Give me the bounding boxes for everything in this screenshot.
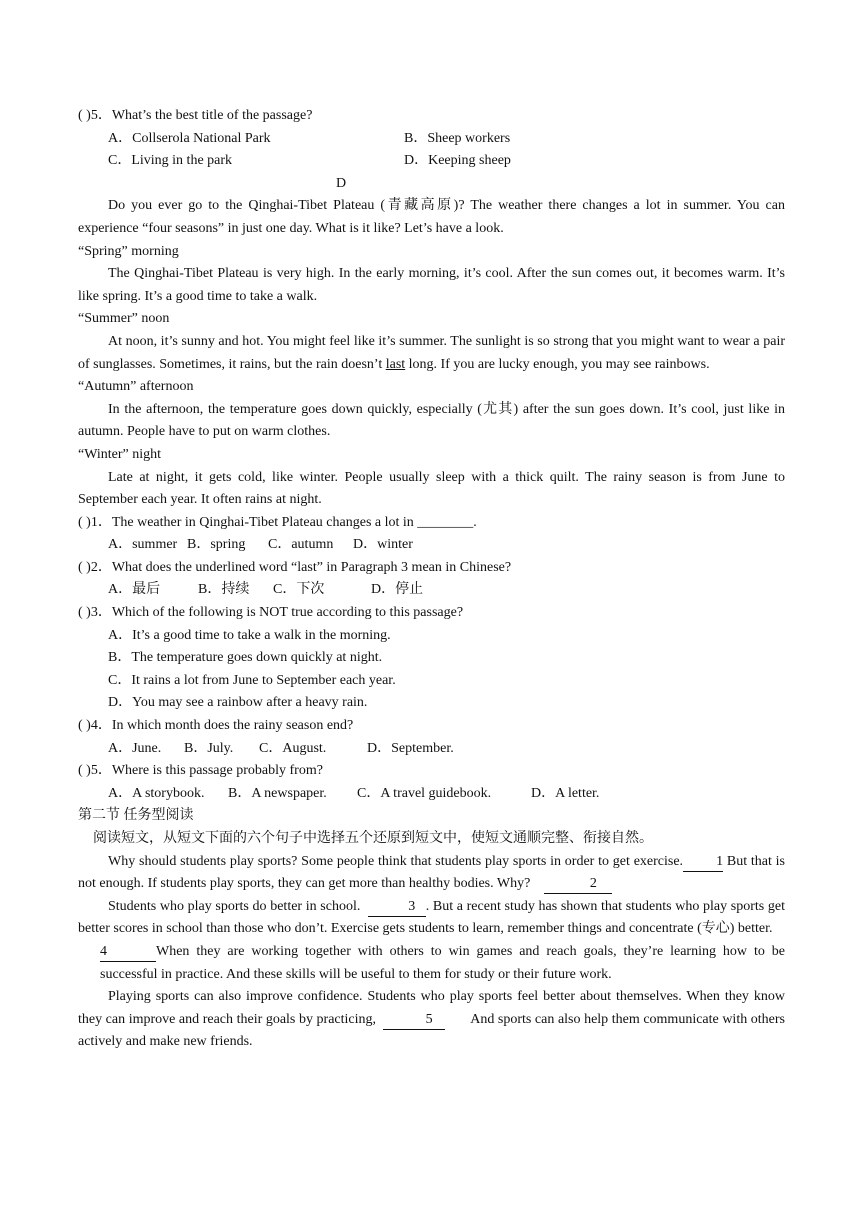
option-d: D．停止 xyxy=(371,582,424,598)
answer-blank-2[interactable]: 2 xyxy=(544,875,612,894)
section-heading-autumn: “Autumn” afternoon xyxy=(78,379,194,395)
question-stem: ( )1．The weather in Qinghai-Tibet Plateau changes a lot in ________. xyxy=(78,514,477,530)
option-a: A．It’s a good time to take a walk in the morning. xyxy=(108,627,391,643)
worksheet-page xyxy=(78,105,785,1054)
question-stem: ( )3．Which of the following is NOT true according to this passage? xyxy=(78,605,464,621)
underlined-word: last xyxy=(385,356,406,372)
task-paragraph-1: Why should students play sports? Some people think that students play sports in order to get exercise. 1 But that is not enough. If students play sports, they can get more than healthy bodies. Why? 2 xyxy=(78,851,785,896)
option-grid xyxy=(78,128,785,173)
option-c: C．A travel guidebook. xyxy=(357,785,492,801)
answer-blank-1[interactable]: 1 xyxy=(683,853,723,872)
paragraph-autumn: In the afternoon, the temperature goes down quickly, especially (尤其) after the sun goes down. It’s cool, just like in autumn. People have to put on warm clothes. xyxy=(78,401,785,440)
passage-label: D xyxy=(336,175,347,191)
option-c: C．August. xyxy=(259,740,327,756)
answer-blank-3[interactable]: 3 xyxy=(368,898,426,917)
question-stem: ( )5．What’s the best title of the passage? xyxy=(78,108,313,123)
option-b: B．spring xyxy=(187,537,246,553)
option-row xyxy=(78,783,785,806)
paragraph-spring: The Qinghai-Tibet Plateau is very high. In the early morning, it’s cool. After the sun comes out, it becomes warm. It’s like spring. It’s a good time to take a walk. xyxy=(78,266,785,304)
option-a: A．Collserola National Park xyxy=(108,130,271,146)
option-a: A．A storybook. xyxy=(108,785,205,801)
question-stem: ( )2．What does the underlined word “last” in Paragraph 3 mean in Chinese? xyxy=(78,559,512,575)
option-a: A．summer xyxy=(108,537,178,553)
paragraph-winter: Late at night, it gets cold, like winter. People usually sleep with a thick quilt. The rainy season is from June to September each year. It often rains at night. xyxy=(78,469,785,508)
section-heading-winter: “Winter” night xyxy=(78,446,162,462)
option-b: B．A newspaper. xyxy=(228,785,327,801)
option-d: D．You may see a rainbow after a heavy rain. xyxy=(108,695,368,711)
question-stem: ( )5．Where is this passage probably from? xyxy=(78,763,323,779)
task-paragraph-4: Playing sports can also improve confidence. Students who play sports feel better about themselves. When they know they can improve and reach their goals by practicing, 5 And sports can also help them communicate with others actively and make new friends. xyxy=(78,989,785,1050)
option-row xyxy=(78,579,785,602)
task-paragraph-3: 4 When they are working together with others to win games and reach goals, they’re learning how to be successful in practice. And these skills will be useful to them for study or their future work. xyxy=(100,943,785,982)
answer-blank-5[interactable]: 5 xyxy=(383,1011,445,1030)
option-b: B．持续 xyxy=(198,582,250,598)
paragraph-summer: At noon, it’s sunny and hot. You might feel like it’s summer. The sunlight is so strong that you might want to wear a pair of sunglasses. Sometimes, it rains, but the rain doesn’t last long. If you are lucky enough, you may see rainbows. xyxy=(78,333,785,372)
option-b: B．The temperature goes down quickly at night. xyxy=(108,650,383,666)
question-stem: ( )4．In which month does the rainy season end? xyxy=(78,718,354,734)
task-paragraph-2: Students who play sports do better in school. 3 . But a recent study has shown that students who play sports get better scores in school than those who don’t. Exercise gets students to learn, remember things and concentrate (专心) better. xyxy=(78,898,786,937)
option-row xyxy=(78,534,785,557)
section-heading-summer: “Summer” noon xyxy=(78,311,170,327)
option-c: C．autumn xyxy=(268,537,334,553)
option-b: B．Sheep workers xyxy=(404,130,511,146)
section-title: 第二节 任务型阅读 xyxy=(78,808,194,824)
option-d: D．winter xyxy=(353,537,413,553)
option-c: C．Living in the park xyxy=(108,153,233,169)
option-d: D．September. xyxy=(367,740,454,756)
option-c: C．It rains a lot from June to September each year. xyxy=(108,672,396,688)
option-row xyxy=(78,738,785,761)
answer-blank-4[interactable]: 4 xyxy=(100,943,156,962)
option-a: A．最后 xyxy=(108,582,161,598)
option-c: C．下次 xyxy=(273,582,325,598)
option-d: D．Keeping sheep xyxy=(404,153,511,169)
section-instruction: 阅读短文，从短文下面的六个句子中选择五个还原到短文中，使短文通顺完整、衔接自然。 xyxy=(93,831,653,846)
option-b: B．July. xyxy=(184,740,234,756)
option-d: D．A letter. xyxy=(531,785,600,801)
section-heading-spring: “Spring” morning xyxy=(78,243,179,259)
option-a: A．June. xyxy=(108,740,162,756)
passage-intro: Do you ever go to the Qinghai-Tibet Plateau (青藏高原)? The weather there changes a lot in summer. You can experience “four seasons” in just one day. What is it like? Let’s have a look. xyxy=(78,198,785,236)
